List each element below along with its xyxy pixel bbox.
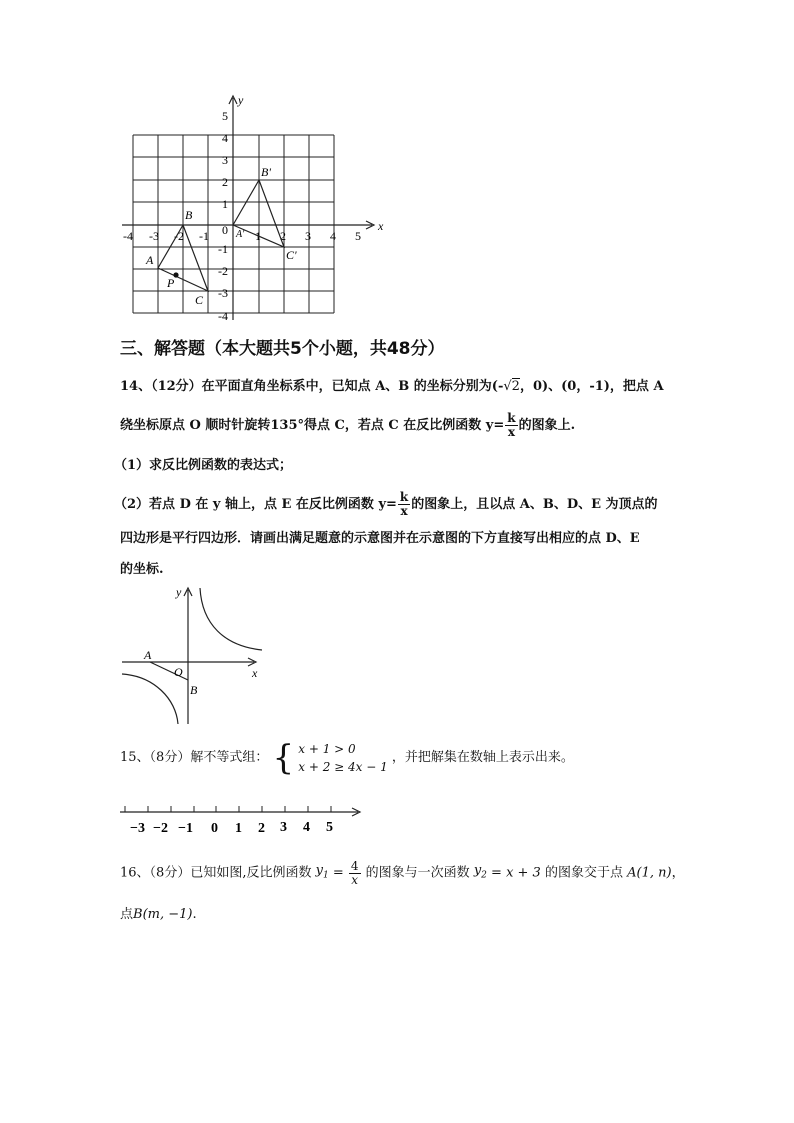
number-line-label: −1: [178, 821, 193, 836]
q16-prefix: 16、（8分）已知如图,反比例函数: [120, 865, 312, 881]
number-line-label: 2: [258, 821, 265, 836]
section-title: 三、解答题（本大题共5个小题，共48分）: [120, 339, 445, 359]
fraction-4-over-x: [349, 860, 361, 887]
y-tick: -2: [218, 264, 228, 278]
hyperbola-figure: [114, 584, 274, 729]
y1-letter: y: [315, 863, 323, 879]
x-tick: 2: [280, 229, 286, 243]
q16-line2-prefix: 点: [120, 907, 134, 922]
q14-part1: （1）求反比例函数的表达式；: [114, 458, 293, 473]
x-tick: 1: [255, 229, 261, 243]
number-line: [118, 800, 368, 840]
label-b-prime: B': [261, 165, 271, 179]
fraction-denominator: x: [351, 873, 359, 887]
y-tick: 3: [222, 153, 228, 167]
linear-expression: = x + 3: [491, 865, 541, 881]
y-axis-label: y: [238, 93, 244, 107]
label-c: C: [195, 293, 204, 307]
coordinate-grid-figure: [110, 88, 400, 328]
origin-label: O: [174, 665, 183, 679]
hyperbola-branch-lower: [122, 674, 178, 724]
hyperbola-branch-upper: [200, 588, 262, 650]
point-b-coord: B(m, −1): [133, 907, 193, 922]
y-tick: 2: [222, 175, 228, 189]
x-tick: 3: [305, 229, 311, 243]
q14-sqrt-value: 2: [511, 379, 520, 394]
point-b-label: B: [190, 683, 198, 697]
q14-line1: [120, 378, 664, 396]
number-line-label: 0: [211, 821, 218, 836]
equals-sign: =: [332, 865, 344, 881]
y-label: y: [176, 585, 182, 599]
y-tick: 4: [222, 131, 228, 145]
label-b: B: [185, 208, 193, 222]
q15-line: [120, 740, 574, 780]
q14-line1-a: 14、（12分）在平面直角坐标系中，已知点 A、B 的坐标分别为(-: [120, 379, 504, 394]
q16-comma: ，: [671, 865, 685, 881]
x-axis-label: x: [378, 219, 384, 233]
point-a-label: A: [144, 648, 152, 662]
inequality-2: x + 2 ≥ 4x − 1: [298, 760, 388, 774]
x-tick: -1: [199, 229, 209, 243]
number-line-label: −3: [130, 821, 145, 836]
q14-part2-a: （2）若点 D 在 y 轴上，点 E 在反比例函数 y=: [114, 497, 397, 512]
fraction-denominator: x: [400, 504, 408, 518]
fraction-k-over-x: [505, 412, 517, 439]
point-a-coord: A(1, n): [627, 865, 672, 881]
y2-subscript: 2: [481, 870, 487, 881]
y1-subscript: 1: [322, 870, 329, 881]
y-tick: -4: [218, 309, 228, 323]
q14-line2: [120, 412, 575, 439]
q14-line2-a: 绕坐标原点 O 顺时针旋转135°得点 C，若点 C 在反比例函数 y=: [120, 418, 505, 433]
y-tick: -1: [218, 242, 228, 256]
fraction-numerator: k: [399, 490, 409, 504]
x-tick: -3: [149, 229, 159, 243]
q15-suffix: ，并把解集在数轴上表示出来。: [391, 750, 574, 765]
x-label: x: [252, 666, 258, 680]
q14-line2-b: 的图象上.: [518, 418, 576, 433]
y1-symbol: [315, 863, 329, 881]
label-p: P: [167, 276, 175, 290]
q16-end: .: [192, 907, 197, 922]
label-c-prime: C': [286, 248, 297, 262]
y-tick: -3: [218, 286, 228, 300]
x-tick: 5: [355, 229, 361, 243]
inequality-system: [298, 740, 388, 776]
number-line-label: −2: [153, 821, 168, 836]
sqrt-symbol: √: [503, 379, 512, 394]
y2-symbol: [473, 863, 487, 881]
q15-prefix: 15、（8分）解不等式组：: [120, 750, 269, 765]
fraction-denominator: x: [507, 425, 515, 439]
x-tick: 0: [222, 223, 228, 237]
number-line-label: 3: [280, 820, 287, 835]
label-a: A: [146, 253, 154, 267]
number-line-label: 1: [235, 821, 242, 836]
q14-part2-line1: [114, 491, 658, 518]
number-line-label: 4: [303, 820, 310, 835]
q16-line2: [120, 906, 197, 924]
fraction-numerator: k: [507, 411, 516, 425]
label-a-prime: A': [236, 229, 245, 240]
y-tick: 5: [222, 109, 228, 123]
x-tick: -2: [174, 229, 184, 243]
q14-part2-line3: 的坐标.: [120, 562, 164, 577]
q16-mid2: 的图象交于点: [544, 865, 623, 881]
fraction-numerator: 4: [350, 859, 359, 873]
y-tick: 1: [222, 197, 228, 211]
q16-mid: 的图象与一次函数: [365, 865, 470, 881]
y2-letter: y: [473, 863, 482, 879]
x-tick: -4: [123, 229, 133, 243]
q14-line1-b: ，0)、(0，-1)，把点 A: [519, 379, 664, 394]
x-tick: 4: [330, 229, 336, 243]
number-line-label: 5: [326, 820, 333, 835]
inequality-1: x + 1 > 0: [298, 742, 356, 756]
left-brace: {: [272, 738, 295, 778]
q16-line1: [120, 860, 685, 896]
fraction-k-over-x: [398, 491, 410, 518]
q14-part2-b: 的图象上，且以点 A、B、D、E 为顶点的: [411, 497, 658, 512]
q14-part2-line2: 四边形是平行四边形．请画出满足题意的示意图并在示意图的下方直接写出相应的点 D、E: [120, 531, 640, 546]
